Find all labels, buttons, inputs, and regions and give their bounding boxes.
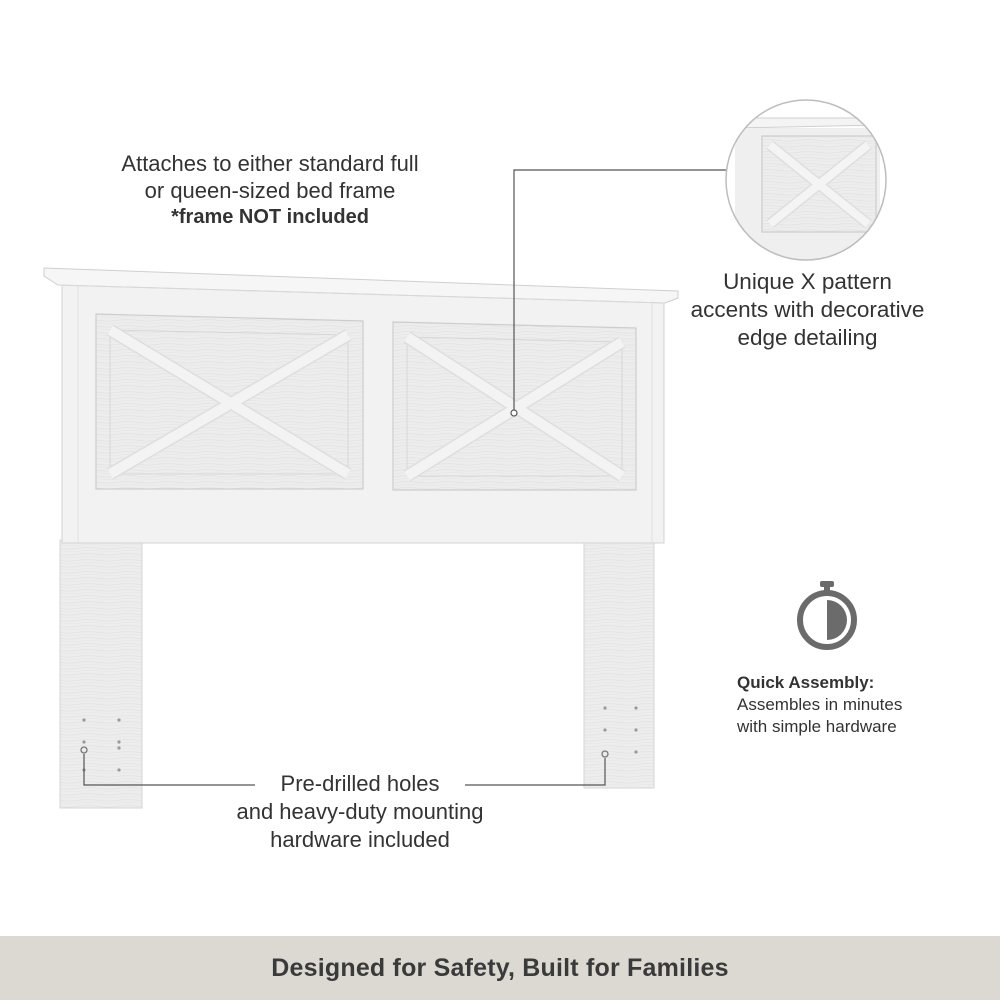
holes-callout-line1: Pre-drilled holes [280, 771, 440, 796]
left-x-panel [96, 314, 363, 489]
frame-callout-line1: Attaches to either standard full [121, 151, 419, 176]
stopwatch-icon [800, 581, 854, 647]
x-pattern-callout-line1: Unique X pattern [723, 269, 892, 294]
quick-assembly-line2: with simple hardware [737, 717, 897, 736]
frame-callout-line2: or queen-sized bed frame [144, 178, 396, 203]
quick-assembly-title: Quick Assembly: [737, 673, 875, 692]
holes-callout-line2: and heavy-duty mounting [236, 799, 484, 824]
holes-callout [205, 770, 515, 854]
x-pattern-callout [670, 268, 945, 352]
frame-callout [90, 150, 450, 231]
x-pattern-callout-line3: edge detailing [737, 325, 878, 350]
footer-tagline: Designed for Safety, Built for Families [271, 953, 729, 982]
x-pattern-callout-line2: accents with decorative [690, 297, 925, 322]
frame-not-included-note: *frame NOT included [171, 206, 369, 228]
right-leg [584, 540, 654, 788]
holes-callout-line3: hardware included [270, 827, 450, 852]
quick-assembly-line1: Assembles in minutes [737, 695, 903, 714]
quick-assembly-info [737, 672, 977, 738]
left-leg [60, 540, 142, 808]
edge-detail-zoom [726, 100, 886, 268]
footer-banner [0, 936, 1000, 1000]
